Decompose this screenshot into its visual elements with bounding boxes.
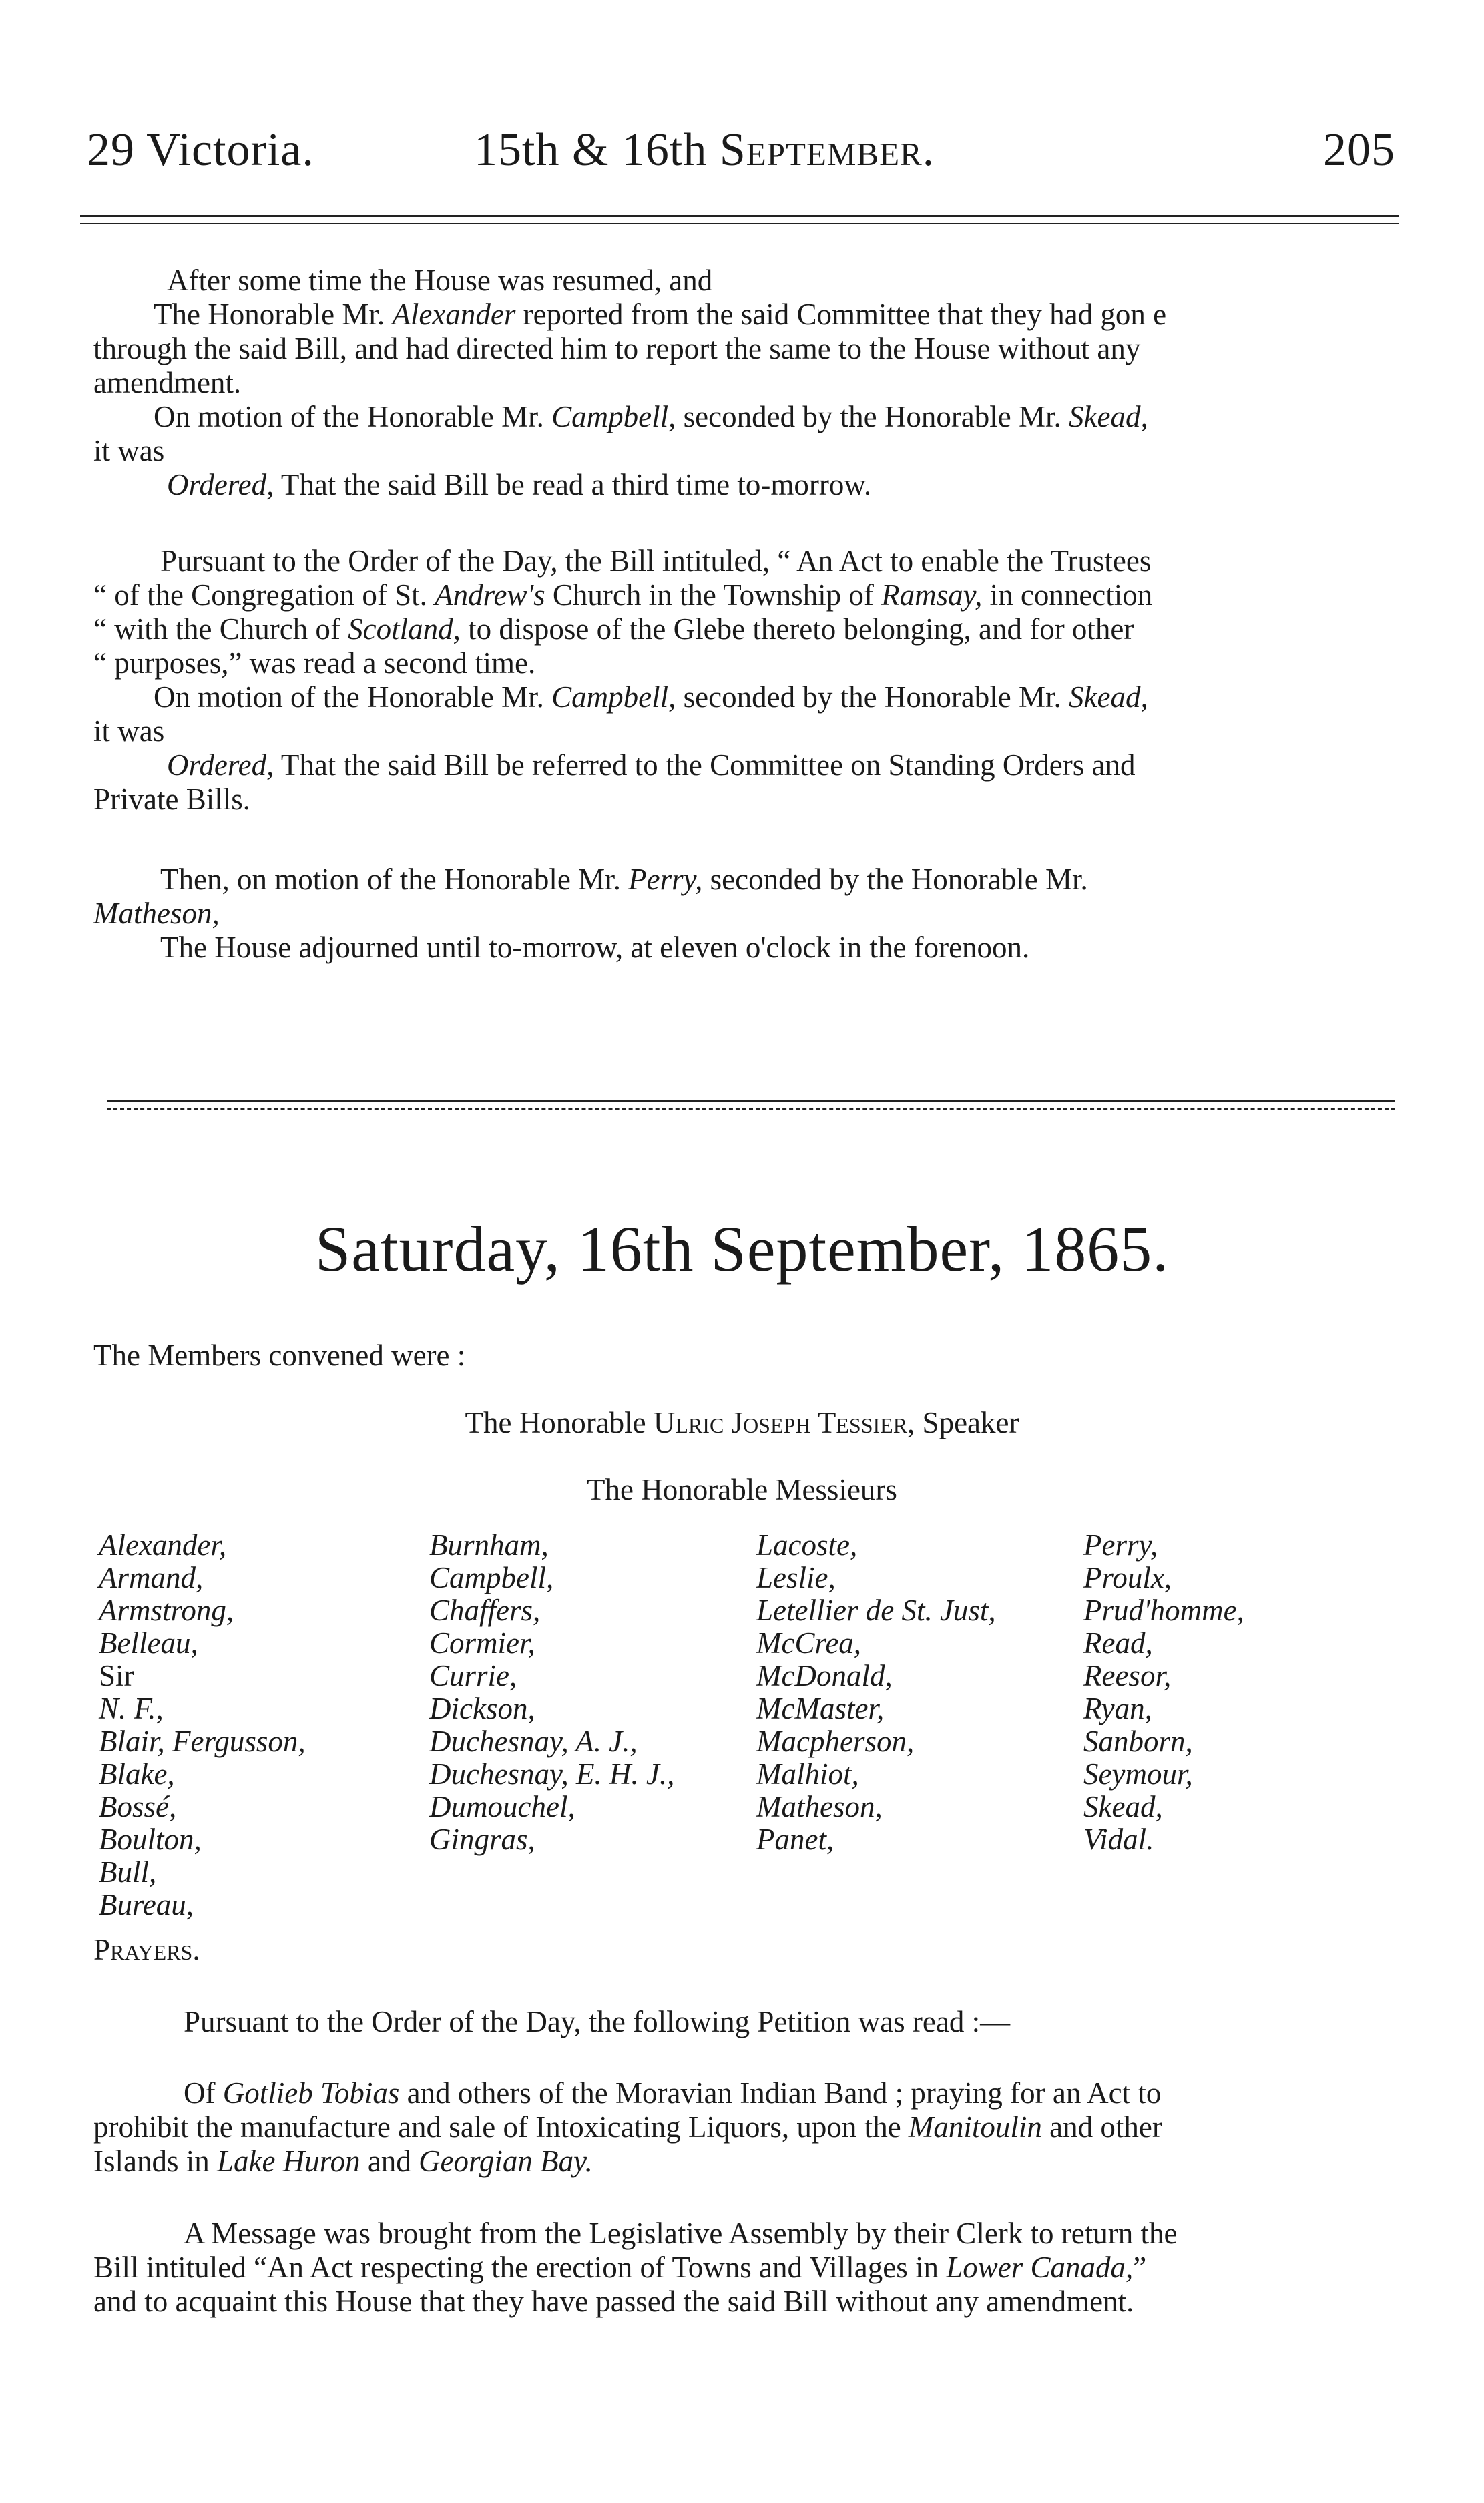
member-name: Lacoste, [756, 1528, 858, 1562]
member-name: Prud'homme, [1083, 1594, 1244, 1627]
member-name: Bossé, [99, 1790, 177, 1823]
member-name: Malhiot, [756, 1757, 859, 1791]
header-rule-top [80, 215, 1399, 217]
para-pursuant-bill: Pursuant to the Order of the Day, the Bill intituled, “ An Act to enable the Trustees [160, 544, 1152, 578]
member-name: Gingras, [429, 1823, 535, 1856]
para-ordered-third-reading: Ordered, That the said Bill be read a third time to-morrow. [167, 468, 872, 501]
members-column-4 [1083, 1529, 1244, 1856]
para-motion-campbell-1: On motion of the Honorable Mr. Campbell, seconded by the Honorable Mr. Skead, [154, 400, 1148, 433]
member-name: Burnham, [429, 1528, 549, 1562]
petition-paragraph: Of Gotlieb Tobias and others of the Moravian Indian Band ; praying for an Act to prohibit the manufacture and sale of Intoxicating Liquors, upon the Manitoulin and other Islands in Lake Huron and Georgian Bay. [93, 2076, 1162, 2178]
adjournment-paragraph: Then, on motion of the Honorable Mr. Perry, seconded by the Honorable Mr. Matheson, The House adjourned until to-morrow, at eleven o'clock in the forenoon. [93, 863, 1399, 965]
para-house-resumed: After some time the House was resumed, and [167, 264, 713, 297]
member-name: Blair, Fergusson, [99, 1725, 306, 1758]
header-dates: 15th & 16th September. [474, 124, 935, 176]
messieurs-line: The Honorable Messieurs [587, 1473, 897, 1506]
member-name: Skead, [1083, 1790, 1163, 1823]
section-divider-top [107, 1100, 1395, 1102]
member-name: Campbell, [429, 1561, 554, 1594]
member-name: Sanborn, [1083, 1725, 1193, 1758]
prayers: Prayers. [93, 1933, 200, 1966]
assembly-message-paragraph: A Message was brought from the Legislative Assembly by their Clerk to return the Bill intituled “An Act respecting the erection of Towns and Villages in Lower Canada,” and to acquaint this House that they have passed the said Bill without any amendment. [93, 2217, 1178, 2318]
second-reading-paragraph: Pursuant to the Order of the Day, the Bill intituled, “ An Act to enable the Trustees “ of the Congregation of St. Andrew's Church in the Township of Ramsay, in connection “ with the Church of Scotland, to dispose of the Glebe thereto belonging, and for other “ purposes,” was read a second time. On motion of the Honorable Mr. Campbell, seconded by the Honorable Mr. Skead, it was Ordered, That the said Bill be referred to the Committee on Standing Orders and Private Bills. [93, 544, 1399, 817]
member-name: Read, [1083, 1626, 1153, 1660]
member-name: Currie, [429, 1659, 517, 1692]
member-name: Bureau, [99, 1888, 194, 1921]
member-name: Dickson, [429, 1692, 535, 1725]
committee-report-paragraph: After some time the House was resumed, and The Honorable Mr. Alexander reported from the said Committee that they had gon e through the said Bill, and had directed him to report the same to the House without any amendment. On motion of the Honorable Mr. Campbell, seconded by the Honorable Mr. Skead, it was Ordered, That the said Bill be read a third time to-morrow. [93, 264, 1399, 502]
member-name: Duchesnay, A. J., [429, 1725, 638, 1758]
members-convened: The Members convened were : [93, 1339, 466, 1372]
member-name: Reesor, [1083, 1659, 1172, 1692]
member-name: McDonald, [756, 1659, 893, 1692]
speaker-line: The Honorable Ulric Joseph Tessier, Speaker [465, 1406, 1019, 1439]
members-column-3 [756, 1529, 996, 1856]
member-name: Chaffers, [429, 1594, 541, 1627]
member-name: Boulton, [99, 1823, 202, 1856]
para-ordered-referred: Ordered, That the said Bill be referred to the Committee on Standing Orders and [167, 748, 1136, 782]
member-name: Ryan, [1083, 1692, 1152, 1725]
member-name: Macpherson, [756, 1725, 915, 1758]
member-name: McCrea, [756, 1626, 862, 1660]
member-name: Duchesnay, E. H. J., [429, 1757, 675, 1791]
member-name: Matheson, [756, 1790, 883, 1823]
member-name: Armstrong, [99, 1594, 234, 1627]
member-name: Seymour, [1083, 1757, 1193, 1791]
running-head [87, 124, 1395, 184]
member-name: Alexander, [99, 1528, 227, 1562]
member-name: Perry, [1083, 1528, 1158, 1562]
member-name: Panet, [756, 1823, 834, 1856]
header-rule-bottom [80, 223, 1399, 224]
member-name: Belleau, Sir N. F., [99, 1626, 198, 1725]
member-name: McMaster, [756, 1692, 885, 1725]
members-column-2 [429, 1529, 674, 1856]
member-name: Letellier de St. Just, [756, 1594, 996, 1627]
member-name: Leslie, [756, 1561, 836, 1594]
member-name: Armand, [99, 1561, 204, 1594]
member-name: Vidal. [1083, 1823, 1154, 1856]
page-number: 205 [1323, 124, 1395, 176]
member-name: Proulx, [1083, 1561, 1172, 1594]
para-motion-perry: Then, on motion of the Honorable Mr. Perry, seconded by the Honorable Mr. [160, 863, 1088, 896]
member-name: Bull, [99, 1855, 157, 1889]
members-list [99, 1528, 1367, 1921]
header-regnal-year: 29 Victoria. [87, 124, 314, 176]
petition-intro: Pursuant to the Order of the Day, the following Petition was read :— [184, 2005, 1011, 2038]
member-name: Dumouchel, [429, 1790, 575, 1823]
para-motion-campbell-2: On motion of the Honorable Mr. Campbell, seconded by the Honorable Mr. Skead, [154, 680, 1148, 714]
para-house-adjourned: The House adjourned until to-morrow, at eleven o'clock in the forenoon. [160, 931, 1030, 964]
sitting-date-heading: Saturday, 16th September, 1865. [314, 1213, 1170, 1285]
member-name: Cormier, [429, 1626, 535, 1660]
para-alexander-report: The Honorable Mr. Alexander reported from the said Committee that they had gon e [154, 298, 1167, 331]
member-name: Blake, [99, 1757, 175, 1791]
members-column-1 [99, 1529, 306, 1921]
section-divider-bottom [107, 1108, 1395, 1110]
